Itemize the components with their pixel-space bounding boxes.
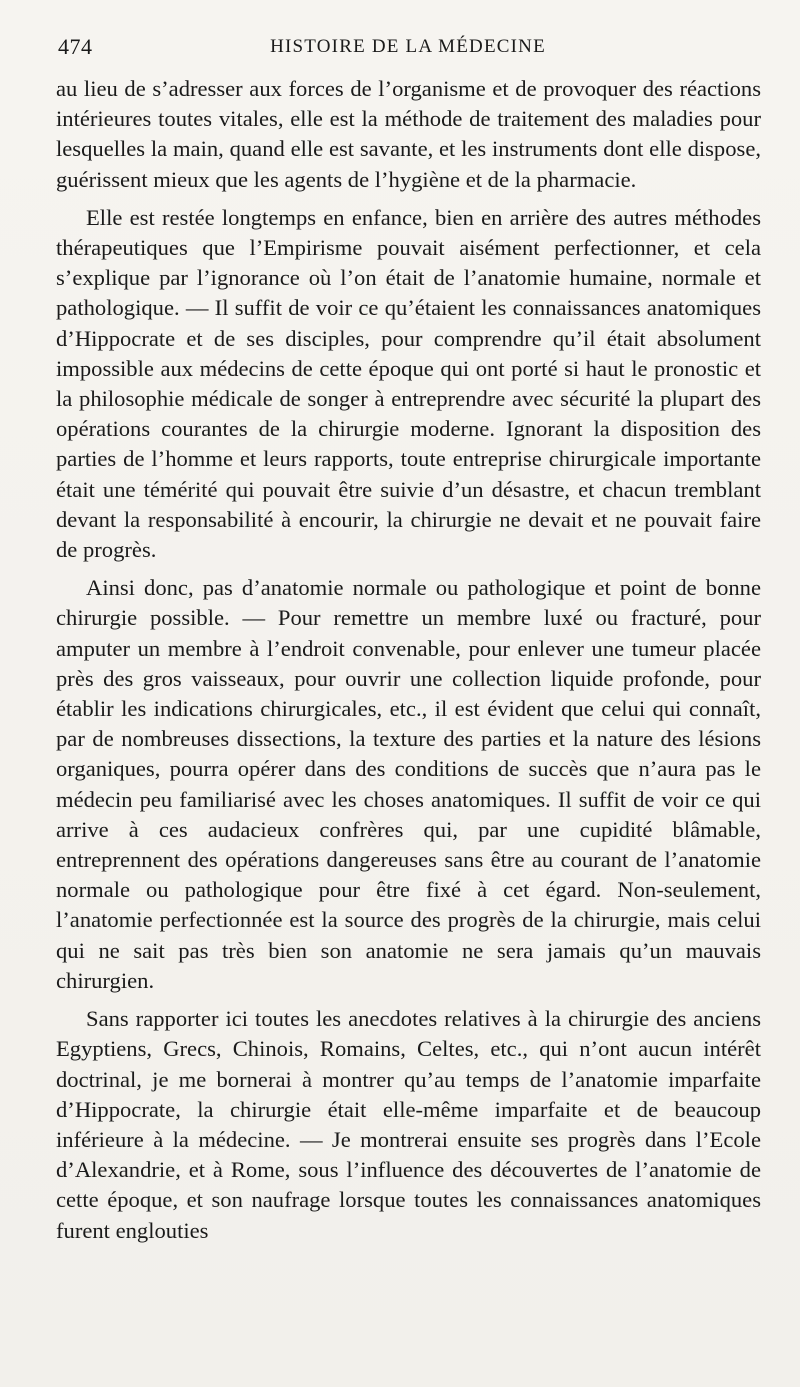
body-text xyxy=(56,74,761,1246)
running-title: HISTOIRE DE LA MÉDECINE xyxy=(270,36,546,57)
paragraph: Ainsi donc, pas d’anatomie normale ou pathologique et point de bonne chirurgie possible. — Pour remettre un membre luxé ou fracturé, pour amputer un membre à l’endroit convenable, pour enlever une tumeur placée près des gros vaisseaux, pour ouvrir une collection liquide profonde, pour établir les indications chirurgicales, etc., il est évident que celui qui connaît, par de nombreuses dissections, la texture des parties et la nature des lésions organiques, pourra opérer dans des conditions de succès que n’aura pas le médecin peu familiarisé avec les choses anatomiques. Il suffit de voir ce qui arrive à ces audacieux confrères qui, par une cupidité blâmable, entreprennent des opérations dangereuses sans être au courant de l’anatomie normale ou pathologique pour être fixé à cet égard. Non-seulement, l’anatomie perfectionnée est la source des progrès de la chirurgie, mais celui qui ne sait pas très bien son anatomie ne sera jamais qu’un mauvais chirurgien. xyxy=(56,575,761,993)
page-header xyxy=(58,34,758,64)
page-number: 474 xyxy=(58,34,93,59)
paragraph: Sans rapporter ici toutes les anecdotes relatives à la chirurgie des anciens Egyptiens, Grecs, Chinois, Romains, Celtes, etc., qui n’ont aucun intérêt doctrinal, je me bornerai à montrer qu’au temps de l’anatomie imparfaite d’Hippocrate, la chirurgie était elle-même imparfaite et de beaucoup inférieure à la médecine. — Je montrerai ensuite ses progrès dans l’Ecole d’Alexandrie, et à Rome, sous l’influence des découvertes de l’anatomie de cette époque, et son naufrage lorsque toutes les connaissances anatomiques furent englouties xyxy=(56,1006,761,1243)
paragraph: Elle est restée longtemps en enfance, bien en arrière des autres méthodes thérapeutiques que l’Empirisme pouvait aisément perfectionner, et cela s’explique par l’ignorance où l’on était de l’anatomie humaine, normale et pathologique. — Il suffit de voir ce qu’étaient les connaissances anatomiques d’Hippocrate et de ses disciples, pour comprendre qu’il était absolument impossible aux médecins de cette époque qui ont porté si haut le pronostic et la philosophie médicale de songer à entreprendre avec sécurité la plupart des opérations courantes de la chirurgie moderne. Ignorant la disposition des parties de l’homme et leurs rapports, toute entreprise chirurgicale importante était une témérité qui pouvait être suivie d’un désastre, et chacun tremblant devant la responsabilité à encourir, la chirurgie ne devait et ne pouvait faire de progrès. xyxy=(56,204,761,563)
paragraph-continuation: au lieu de s’adresser aux forces de l’organisme et de provoquer des réactions intérieures toutes vitales, elle est la méthode de traitement des maladies pour lesquelles la main, quand elle est savante, et les instruments dont elle dispose, guérissent mieux que les agents de l’hygiène et de la pharmacie. xyxy=(56,76,761,192)
